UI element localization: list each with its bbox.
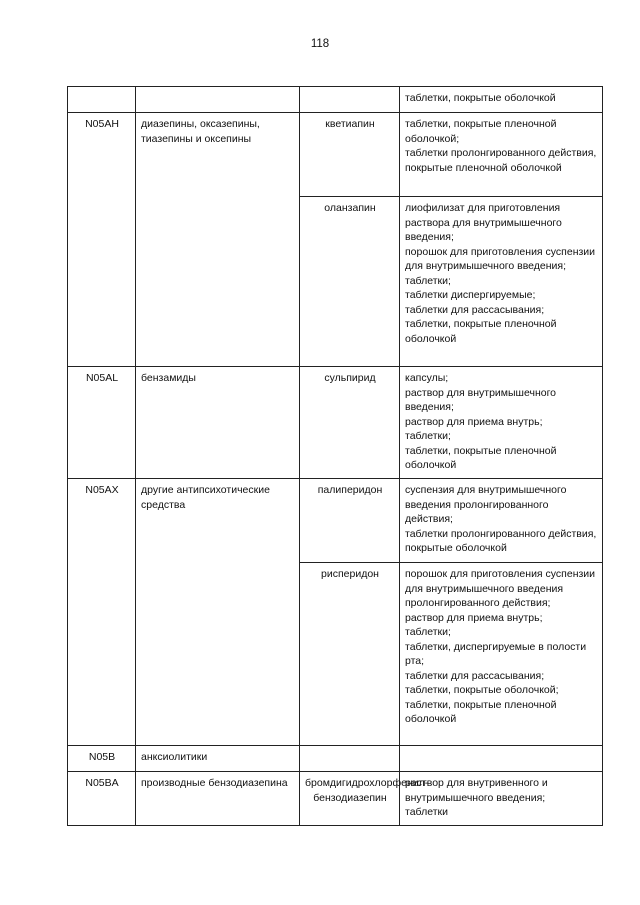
group-cell: бензамиды [136, 367, 300, 479]
table-row [68, 479, 603, 563]
dosage-form: раствор для приема внутрь; [405, 415, 543, 428]
inn-cell [300, 87, 400, 113]
dosage-forms-cell [400, 772, 603, 826]
dosage-form: порошок для приготовления суспензии для внутримышечного введения; [405, 245, 596, 272]
dosage-form: таблетки пролонгированного действия, покрытые пленочной оболочкой [405, 147, 597, 174]
dosage-forms-cell [400, 87, 603, 113]
dosage-form: таблетки; [405, 274, 451, 287]
dosage-form: таблетки диспергируемые; [405, 289, 536, 301]
dosage-form: таблетки, покрытые пленочной оболочкой [405, 698, 557, 725]
atc-code-cell: N05AX [68, 479, 136, 746]
inn-cell: бромдигидрохлорфенил-бензодиазепин [300, 772, 400, 826]
dosage-form: таблетки; [405, 626, 451, 638]
dosage-form: таблетки, покрытые оболочкой [405, 92, 556, 104]
group-cell: другие антипсихотические средства [136, 479, 300, 746]
dosage-form: таблетки, покрытые пленочной оболочкой [405, 444, 557, 471]
dosage-forms-cell [400, 367, 603, 479]
dosage-form: таблетки [405, 806, 448, 818]
table-row [68, 746, 603, 772]
group-cell: диазепины, оксазепины, тиазепины и оксепины [136, 113, 300, 367]
dosage-form: капсулы; [405, 372, 449, 384]
dosage-form: таблетки для рассасывания; [405, 669, 545, 682]
inn-cell: рисперидон [300, 563, 400, 746]
dosage-form: таблетки, покрытые пленочной оболочкой [405, 318, 557, 345]
dosage-forms-cell [400, 197, 603, 367]
group-cell: анксиолитики [136, 746, 300, 772]
dosage-forms-cell [400, 746, 603, 772]
dosage-form: лиофилизат для приготовления раствора для внутримышечного введения; [405, 202, 562, 243]
page-number: 118 [310, 38, 330, 50]
atc-code-cell: N05BA [68, 772, 136, 826]
group-cell: производные бензодиазепина [136, 772, 300, 826]
atc-code-cell: N05B [68, 746, 136, 772]
dosage-form: раствор для приема внутрь; [405, 611, 543, 624]
group-cell [136, 87, 300, 113]
table-row [68, 367, 603, 479]
table-row [68, 772, 603, 826]
inn-cell: сульпирид [300, 367, 400, 479]
inn-cell: оланзапин [300, 197, 400, 367]
atc-code-cell: N05AH [68, 113, 136, 367]
dosage-form: таблетки пролонгированного действия, покрытые оболочкой [405, 527, 597, 554]
dosage-form: раствор для внутримышечного введения; [405, 386, 557, 413]
atc-code-cell [68, 87, 136, 113]
dosage-form: таблетки для рассасывания; [405, 303, 545, 316]
dosage-form: суспензия для внутримышечного введения пролонгированного действия; [405, 484, 567, 525]
table-row [68, 87, 603, 113]
table-row [68, 113, 603, 197]
drug-table [67, 86, 603, 826]
dosage-form: таблетки, покрытые пленочной оболочкой; [405, 118, 557, 145]
dosage-form: раствор для внутривенного и внутримышечного введения; [405, 777, 548, 804]
dosage-form: таблетки, диспергируемые в полости рта; [405, 640, 587, 667]
dosage-form: таблетки, покрытые оболочкой; [405, 684, 559, 696]
dosage-form: порошок для приготовления суспензии для внутримышечного введения пролонгированного действия; [405, 568, 596, 609]
inn-cell [300, 746, 400, 772]
dosage-forms-cell [400, 113, 603, 197]
dosage-form: таблетки; [405, 430, 451, 442]
dosage-forms-cell [400, 563, 603, 746]
atc-code-cell: N05AL [68, 367, 136, 479]
dosage-forms-cell [400, 479, 603, 563]
inn-cell: кветиапин [300, 113, 400, 197]
inn-cell: палиперидон [300, 479, 400, 563]
